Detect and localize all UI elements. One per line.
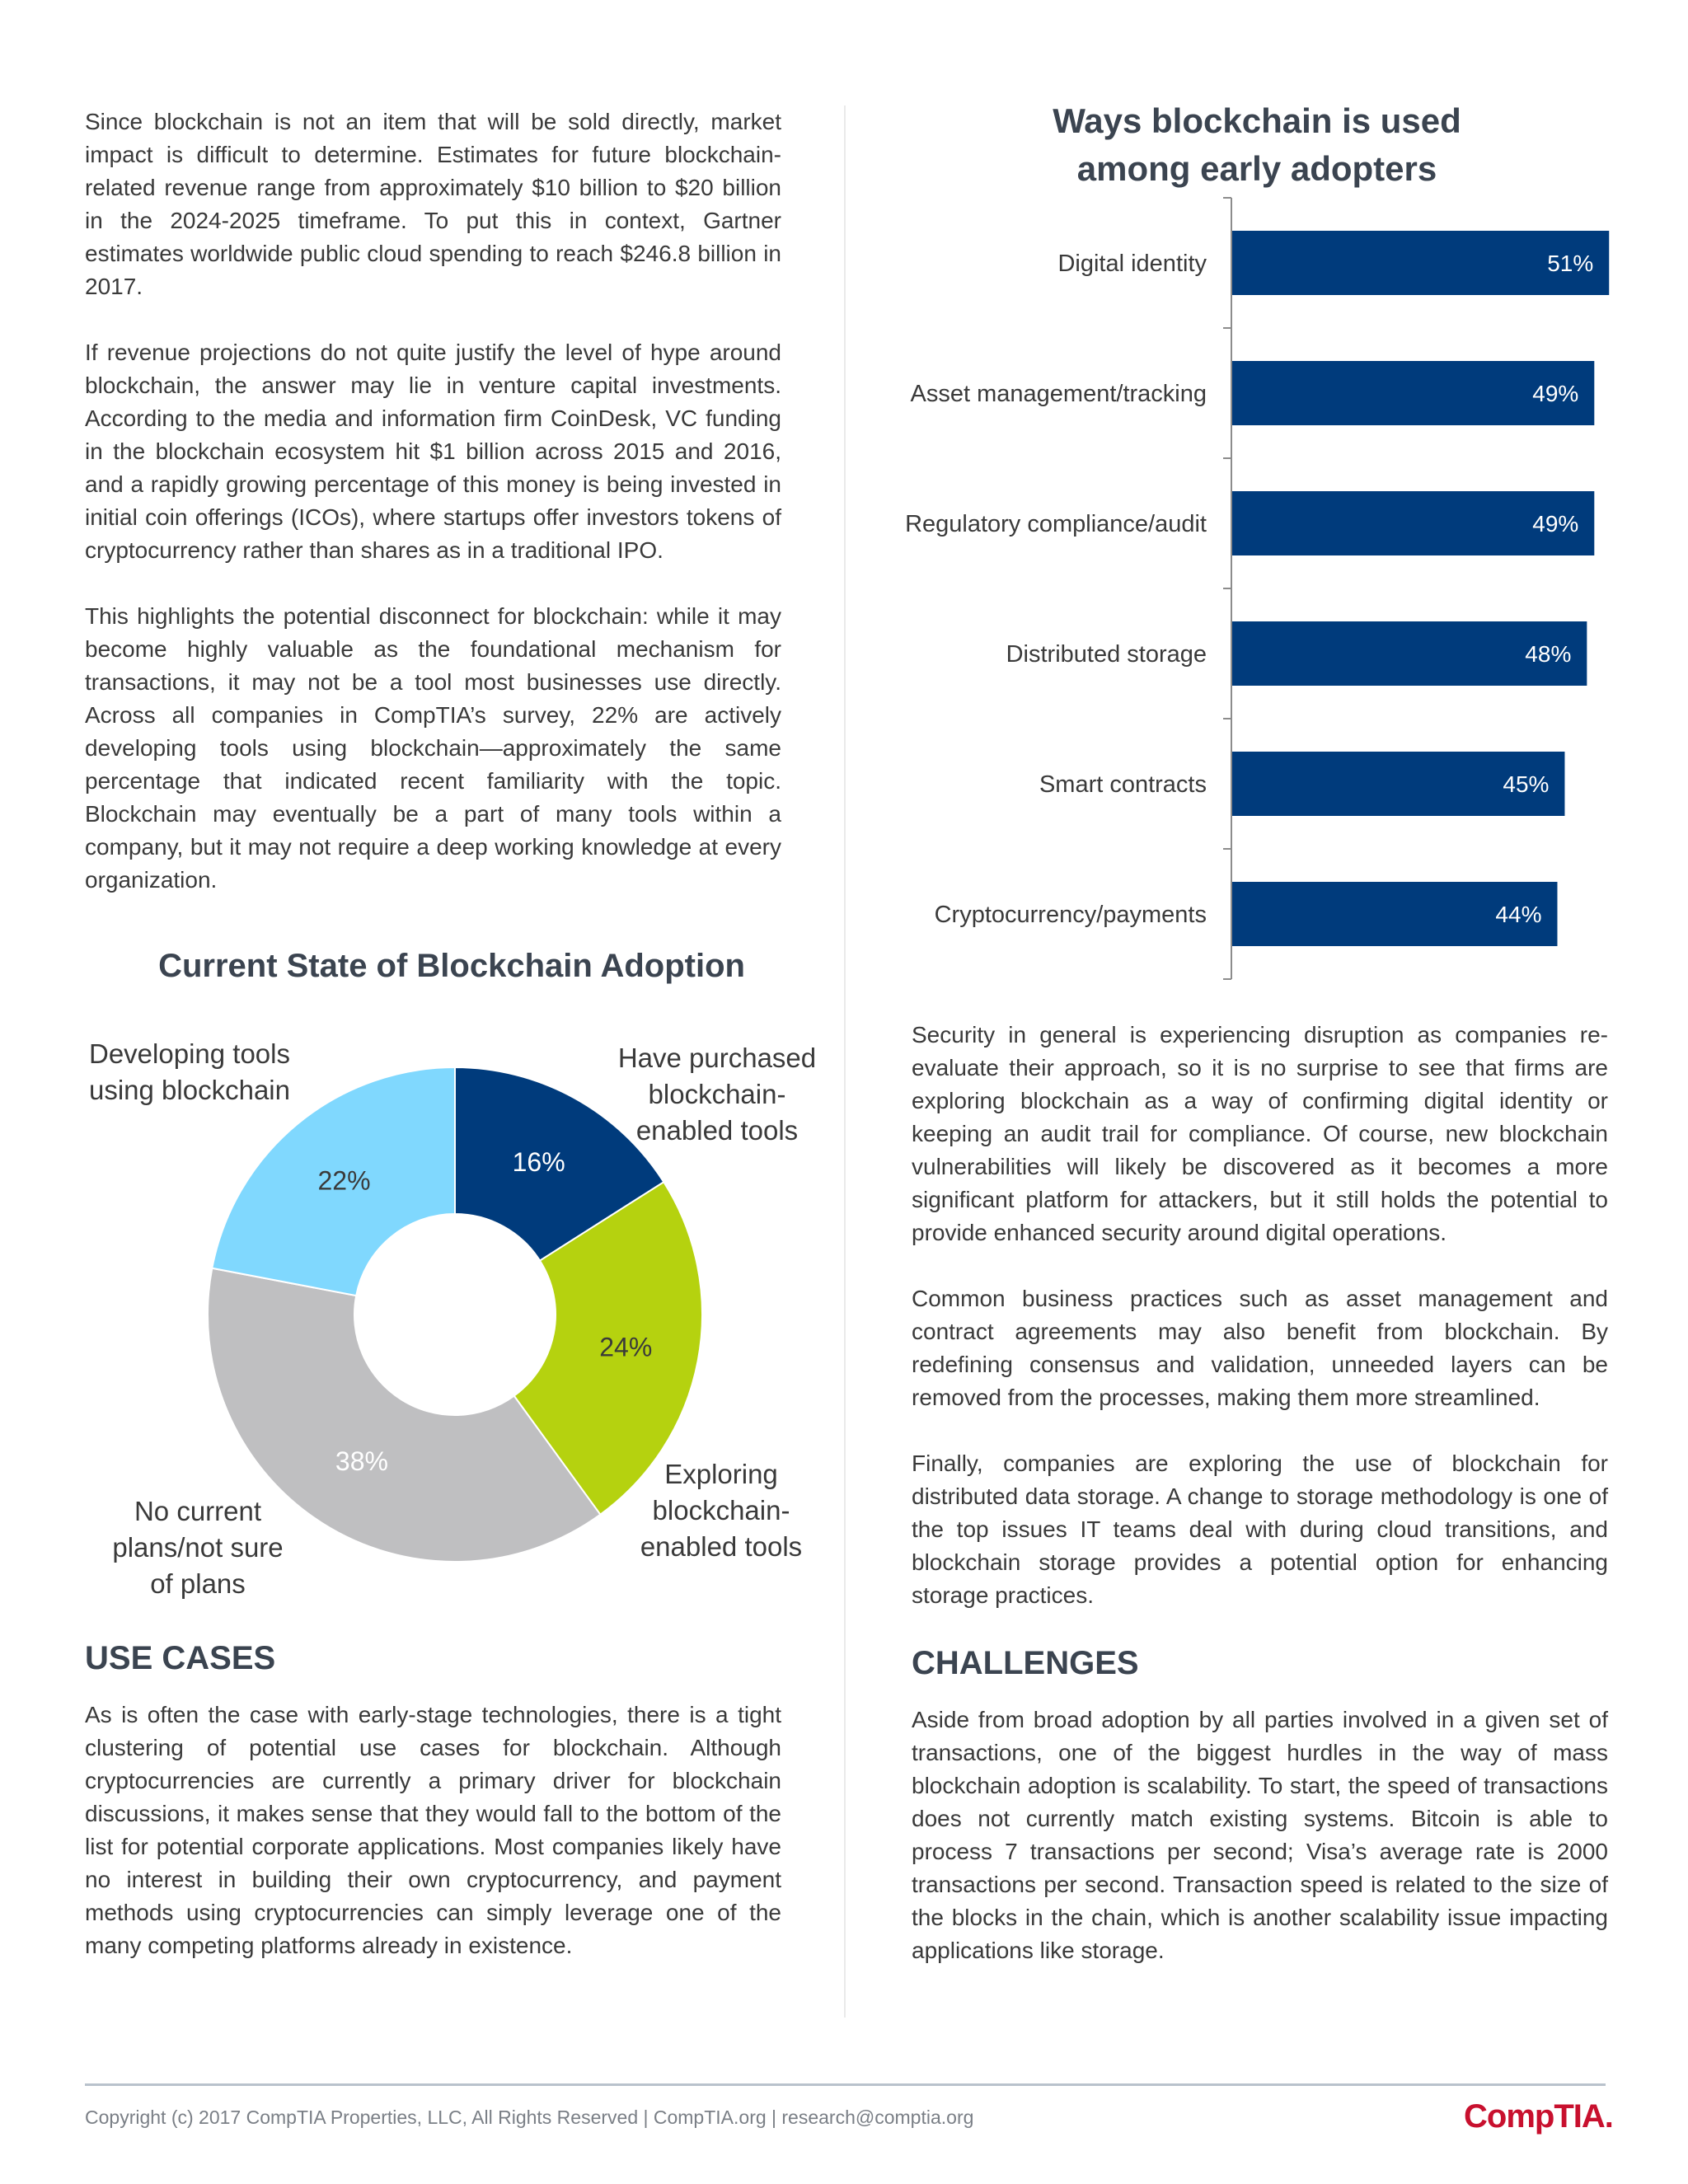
footer-copyright: Copyright (c) 2017 CompTIA Properties, LLC, All Rights Reserved | CompTIA.org | research@comptia.org	[85, 2107, 974, 2128]
bar-value-label: 51%	[1547, 251, 1594, 276]
bar-category-label: Digital identity	[1057, 251, 1207, 277]
use-cases-heading: USE CASES	[85, 1640, 276, 1676]
donut-category-label: enabled tools	[640, 1531, 803, 1562]
bar-value-label: 44%	[1495, 902, 1542, 927]
bar-category-label: Cryptocurrency/payments	[934, 902, 1207, 928]
bar-category-label: Distributed storage	[1006, 641, 1207, 668]
column-divider	[844, 105, 846, 2018]
paragraph-storage: Finally, companies are exploring the use of blockchain for distributed data storage. A change to storage methodology is one of the top issues IT teams deal with during cloud transitions, and blockchain storage provides a potential option for enhancing storage practices.	[912, 1451, 1608, 1608]
right-column	[912, 1019, 1608, 2000]
bar-chart-title-line-1: Ways blockchain is used	[1053, 101, 1461, 140]
paragraph-business-practices: Common business practices such as asset management and contract agreements may also benefit from blockchain. By redefining consensus and validation, unneeded layers can be removed from the processes, making them more streamlined.	[912, 1286, 1608, 1410]
donut-category-label: No current	[134, 1496, 262, 1526]
donut-category-label: enabled tools	[635, 1115, 799, 1146]
donut-category-label: plans/not sure	[112, 1532, 284, 1563]
paragraph-security: Security in general is experiencing disruption as companies re-evaluate their approach, so it is no surprise to see that firms are exploring blockchain as a way of confirming digital identity or keeping an audit trail for compliance. Of course, new blockchain vulnerabilities will likely be discovered as it becomes a more significant platform for attackers, but it still holds the potential to provide enhanced security around digital operations.	[912, 1022, 1608, 1245]
paragraph-market-impact: Since blockchain is not an item that will be sold directly, market impact is difficult to determine. Estimates for future blockchain-related revenue range from approximately $10 billion to $20 billion in the 2024-2025 timeframe. To put this in context, Gartner estimates worldwide public cloud spending to reach $246.8 billion in 2017.	[85, 109, 781, 299]
adoption-donut-chart	[66, 1022, 841, 1615]
bar-value-label: 45%	[1503, 771, 1550, 797]
bar-value-label: 49%	[1532, 381, 1579, 406]
donut-value-label: 24%	[599, 1332, 653, 1362]
donut-category-label: using blockchain	[89, 1075, 290, 1105]
bar-chart-title	[973, 97, 1541, 193]
comptia-logo: CompTIA.	[1464, 2098, 1613, 2135]
bar-category-label: Regulatory compliance/audit	[905, 511, 1207, 537]
donut-value-label: 16%	[512, 1147, 565, 1178]
use-cases-section	[85, 1640, 781, 1995]
donut-value-label: 38%	[335, 1446, 388, 1477]
donut-category-label: Have purchased	[617, 1043, 817, 1073]
bar-category-label: Asset management/tracking	[910, 381, 1207, 407]
bar-category-label: Smart contracts	[1039, 771, 1207, 798]
bar-value-label: 48%	[1525, 641, 1572, 667]
challenges-text: Aside from broad adoption by all parties involved in a given set of transactions, one of the biggest hurdles in the way of mass blockchain adoption is scalability. To start, the speed of transactions does not currently match existing systems. Bitcoin is able to process 7 transactions per second; Visa’s average rate is 2000 transactions per second. Transaction speed is related to the size of the blocks in the chain, which is another scalability issue impacting applications like storage.	[912, 1707, 1608, 1963]
paragraph-disconnect: This highlights the potential disconnect for blockchain: while it may become highly valuable as the foundational mechanism for transactions, it may not be a tool most businesses use directly. Across all companies in CompTIA’s survey, 22% are actively developing tools using blockchain—approximately the same percentage that indicated recent familiarity with the topic. Blockchain may eventually be a part of many tools within a company, but it may not require a deep working knowledge at every organization.	[85, 603, 781, 893]
donut-category-label: Developing tools	[89, 1038, 290, 1069]
donut-category-label: blockchain-	[648, 1079, 786, 1109]
donut-category-label: of plans	[150, 1568, 246, 1599]
donut-value-label: 22%	[317, 1165, 371, 1196]
bar-value-label: 49%	[1532, 511, 1579, 537]
paragraph-vc-funding: If revenue projections do not quite justify the level of hype around blockchain, the answer may lie in venture capital investments. According to the media and information firm CoinDesk, VC funding in the blockchain ecosystem hit $1 billion across 2015 and 2016, and a rapidly growing percentage of this money is being invested in initial coin offerings (ICOs), where startups offer investors tokens of cryptocurrency rather than shares as in a traditional IPO.	[85, 340, 781, 563]
left-column	[85, 105, 781, 897]
donut-chart-title: Current State of Blockchain Adoption	[158, 948, 745, 984]
bar-chart-title-line-2: among early adopters	[1076, 149, 1437, 188]
donut-category-label: blockchain-	[652, 1495, 790, 1526]
challenges-heading: CHALLENGES	[912, 1645, 1139, 1681]
use-cases-text: As is often the case with early-stage technologies, there is a tight clustering of potential use cases for blockchain. Although cryptocurrencies are currently a primary driver for blockchain discussions, it makes sense that they would fall to the bottom of the list for potential corporate applications. Most companies likely have no interest in building their own cryptocurrency, and payment methods using cryptocurrencies can simply leverage one of the many competing platforms already in existence.	[85, 1702, 781, 1958]
donut-category-label: Exploring	[664, 1459, 778, 1489]
footer-rule	[85, 2083, 1606, 2086]
use-cases-bar-chart	[857, 190, 1648, 981]
